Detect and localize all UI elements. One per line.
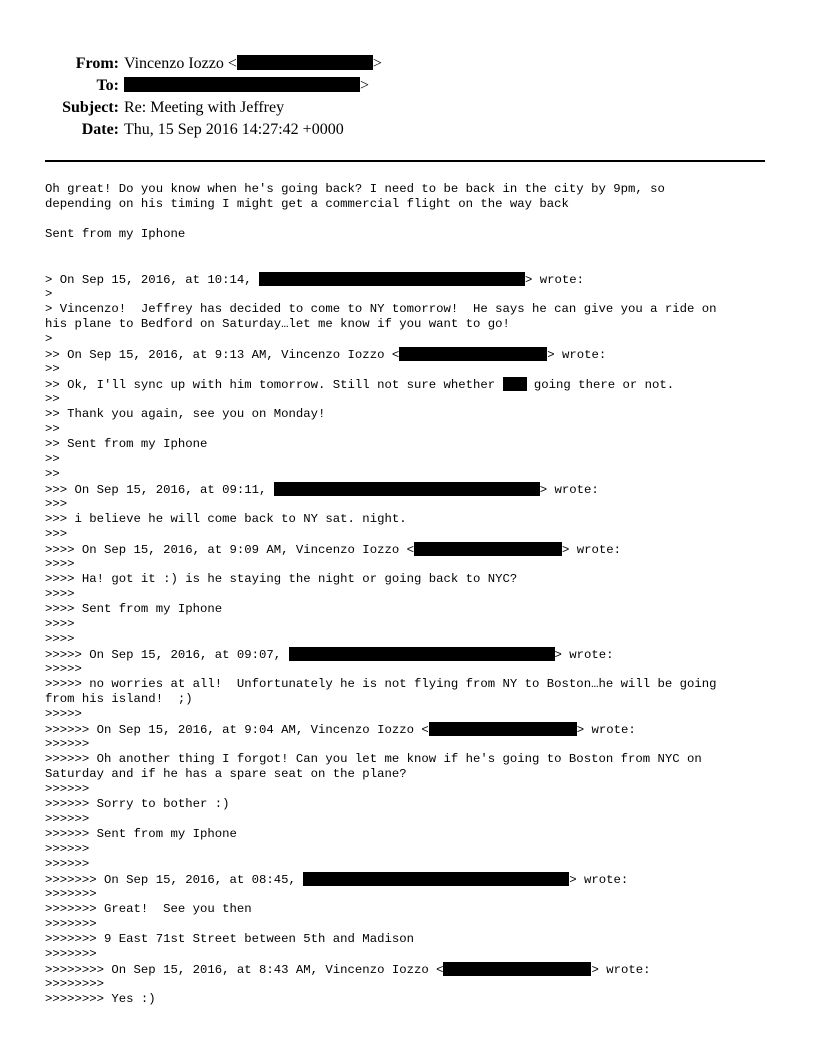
- message-line: [45, 542, 775, 557]
- redaction-bar: [124, 77, 360, 92]
- message-line: [45, 527, 775, 542]
- message-line: [45, 617, 775, 632]
- line-text: >>: [45, 422, 60, 436]
- message-line: [45, 512, 775, 527]
- line-tail-text: > wrote:: [576, 723, 636, 737]
- message-line: [45, 932, 775, 947]
- message-line: [45, 887, 775, 902]
- line-text: >>>> On Sep 15, 2016, at 9:09 AM, Vincenzo Iozzo <: [45, 543, 414, 557]
- message-line: [45, 677, 775, 692]
- line-text: >>>>: [45, 632, 75, 646]
- line-text: >>>>: [45, 587, 75, 601]
- message-line: [45, 482, 775, 497]
- line-text: >>>>>>: [45, 842, 90, 856]
- line-text: depending on his timing I might get a commercial flight on the way back: [45, 197, 569, 211]
- from-row: [0, 54, 816, 74]
- line-text: >>>>>> Oh another thing I forgot! Can you let me know if he's going to Boston from NYC on: [45, 752, 702, 766]
- message-line: [45, 977, 775, 992]
- line-text: >>>: [45, 497, 68, 511]
- message-line: [45, 392, 775, 407]
- line-text: >>>>>>>: [45, 947, 97, 961]
- line-tail-text: > wrote:: [569, 873, 629, 887]
- line-text: >> On Sep 15, 2016, at 9:13 AM, Vincenzo Iozzo <: [45, 348, 400, 362]
- message-line: [45, 872, 775, 887]
- line-text: >>>>>>: [45, 737, 90, 751]
- message-line: [45, 767, 775, 782]
- message-line: [45, 407, 775, 422]
- line-tail-text: going there or not.: [526, 378, 675, 392]
- line-text: >>>>>>> Great! See you then: [45, 902, 252, 916]
- message-line: [45, 737, 775, 752]
- date-value: Thu, 15 Sep 2016 14:27:42 +0000: [124, 121, 344, 138]
- message-line: [45, 347, 775, 362]
- message-line: [45, 257, 775, 272]
- message-line: [45, 947, 775, 962]
- line-text: >>>>>>>> On Sep 15, 2016, at 8:43 AM, Vincenzo Iozzo <: [45, 963, 444, 977]
- line-text: >> Sent from my Iphone: [45, 437, 208, 451]
- message-line: [45, 197, 775, 212]
- line-text: >> Ok, I'll sync up with him tomorrow. Still not sure whether: [45, 378, 503, 392]
- line-text: >>>>>>>: [45, 917, 97, 931]
- to-row: [0, 76, 816, 96]
- line-tail-text: > wrote:: [525, 273, 585, 287]
- message-line: [45, 287, 775, 302]
- message-line: [45, 662, 775, 677]
- from-name: Vincenzo Iozzo <: [124, 55, 237, 72]
- line-text: Saturday and if he has a spare seat on the plane?: [45, 767, 407, 781]
- line-text: >>>>> On Sep 15, 2016, at 09:07,: [45, 648, 289, 662]
- to-end: >: [360, 77, 370, 94]
- message-line: [45, 377, 775, 392]
- message-line: [45, 557, 775, 572]
- line-text: >>>>>>: [45, 782, 90, 796]
- redaction-bar: [289, 647, 555, 661]
- header-divider: [45, 160, 765, 162]
- message-line: [45, 797, 775, 812]
- message-line: [45, 962, 775, 977]
- message-line: [45, 857, 775, 872]
- line-tail-text: > wrote:: [547, 348, 607, 362]
- date-label: Date:: [81, 121, 119, 138]
- line-text: >>>>>>>: [45, 887, 97, 901]
- message-line: [45, 422, 775, 437]
- line-text: >: [45, 332, 53, 346]
- message-line: [45, 707, 775, 722]
- line-text: >>>>>>> 9 East 71st Street between 5th and Madison: [45, 932, 414, 946]
- email-header: [0, 54, 816, 140]
- message-line: [45, 467, 775, 482]
- line-text: >>: [45, 452, 60, 466]
- message-line: [45, 992, 775, 1007]
- line-text: >>>>>>>> Yes :): [45, 992, 156, 1006]
- redaction-bar: [237, 55, 373, 70]
- redaction-bar: [429, 722, 577, 736]
- line-text: >>> On Sep 15, 2016, at 09:11,: [45, 483, 274, 497]
- message-line: [45, 212, 775, 227]
- line-tail-text: > wrote:: [554, 648, 614, 662]
- subject-row: [0, 98, 816, 118]
- line-text: > Vincenzo! Jeffrey has decided to come to NY tomorrow! He says he can give you a ride on: [45, 302, 717, 316]
- line-text: from his island! ;): [45, 692, 193, 706]
- message-line: [45, 227, 775, 242]
- line-text: >>>>>>: [45, 812, 90, 826]
- message-line: [45, 497, 775, 512]
- message-line: [45, 362, 775, 377]
- subject-label: Subject:: [62, 99, 119, 116]
- line-text: >>>>> no worries at all! Unfortunately he is not flying from NY to Boston…he will be going: [45, 677, 717, 691]
- message-line: [45, 782, 775, 797]
- message-line: [45, 812, 775, 827]
- message-line: [45, 917, 775, 932]
- redaction-bar: [414, 542, 562, 556]
- line-tail-text: > wrote:: [561, 543, 622, 557]
- message-line: [45, 182, 775, 197]
- message-line: [45, 647, 775, 662]
- message-line: [45, 437, 775, 452]
- line-text: >>>>>> Sent from my Iphone: [45, 827, 237, 841]
- message-line: [45, 602, 775, 617]
- line-text: >>>>>> Sorry to bother :): [45, 797, 230, 811]
- message-line: [45, 242, 775, 257]
- line-text: Sent from my Iphone: [45, 227, 186, 241]
- message-line: [45, 722, 775, 737]
- line-text: >>>> Ha! got it :) is he staying the night or going back to NYC?: [45, 572, 518, 586]
- line-text: >>>> Sent from my Iphone: [45, 602, 223, 616]
- line-text: >>> i believe he will come back to NY sat. night.: [45, 512, 407, 526]
- line-text: >>>>>: [45, 707, 82, 721]
- line-tail-text: > wrote:: [539, 483, 599, 497]
- to-label: To:: [96, 77, 119, 94]
- message-line: [45, 572, 775, 587]
- date-row: [0, 120, 816, 140]
- message-line: [45, 302, 775, 317]
- redaction-bar: [443, 962, 591, 976]
- from-label: From:: [75, 55, 119, 72]
- line-text: >>>>>>>>: [45, 977, 105, 991]
- message-line: [45, 902, 775, 917]
- redaction-bar: [303, 872, 569, 886]
- line-text: Oh great! Do you know when he's going back? I need to be back in the city by 9pm, so: [45, 182, 665, 196]
- line-text: >>: [45, 467, 60, 481]
- line-text: >>>>>: [45, 662, 82, 676]
- line-text: >>>>>> On Sep 15, 2016, at 9:04 AM, Vincenzo Iozzo <: [45, 723, 429, 737]
- subject-value: Re: Meeting with Jeffrey: [124, 99, 285, 116]
- line-text: > On Sep 15, 2016, at 10:14,: [45, 273, 260, 287]
- message-line: [45, 827, 775, 842]
- message-body: [45, 182, 775, 1007]
- line-text: >>>: [45, 527, 68, 541]
- message-line: [45, 332, 775, 347]
- line-text: >>: [45, 362, 60, 376]
- line-text: his plane to Bedford on Saturday…let me know if you want to go!: [45, 317, 510, 331]
- line-text: >>: [45, 392, 60, 406]
- message-line: [45, 317, 775, 332]
- redaction-bar: [274, 482, 540, 496]
- line-text: >> Thank you again, see you on Monday!: [45, 407, 326, 421]
- message-line: [45, 452, 775, 467]
- line-tail-text: > wrote:: [591, 963, 651, 977]
- redaction-bar: [503, 377, 527, 391]
- message-line: [45, 587, 775, 602]
- message-line: [45, 752, 775, 767]
- line-text: >>>>: [45, 617, 75, 631]
- line-text: >>>>: [45, 557, 75, 571]
- message-line: [45, 272, 775, 287]
- line-text: >>>>>>> On Sep 15, 2016, at 08:45,: [45, 873, 304, 887]
- message-line: [45, 692, 775, 707]
- line-text: >>>>>>: [45, 857, 90, 871]
- message-line: [45, 632, 775, 647]
- from-end: >: [372, 55, 382, 72]
- redaction-bar: [399, 347, 547, 361]
- message-line: [45, 842, 775, 857]
- line-text: >: [45, 287, 53, 301]
- redaction-bar: [259, 272, 525, 286]
